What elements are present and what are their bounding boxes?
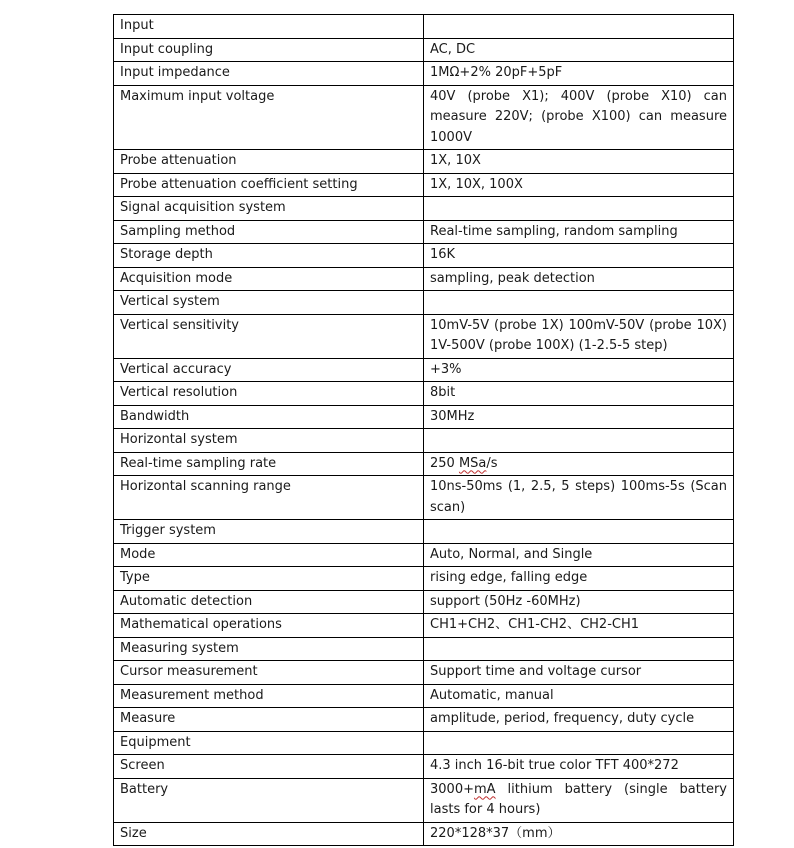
table-row (114, 405, 734, 429)
table-row (114, 244, 734, 268)
spec-label: Real-time sampling rate (114, 452, 424, 476)
spec-value: rising edge, falling edge (424, 567, 734, 591)
table-row (114, 614, 734, 638)
table-row (114, 755, 734, 779)
spec-label: Measurement method (114, 684, 424, 708)
spec-value: 8bit (424, 382, 734, 406)
spec-value: Real-time sampling, random sampling (424, 220, 734, 244)
table-row (114, 173, 734, 197)
table-row (114, 358, 734, 382)
spec-value: 40V (probe X1); 400V (probe X10) can measure 220V; (probe X100) can measure 1000V (424, 85, 734, 150)
spec-label: Equipment (114, 731, 424, 755)
table-row (114, 476, 734, 520)
spec-label: Battery (114, 778, 424, 822)
spec-value: 220*128*37（mm） (424, 822, 734, 846)
spec-label: Vertical resolution (114, 382, 424, 406)
table-row (114, 15, 734, 39)
spec-label: Size (114, 822, 424, 846)
spec-label: Trigger system (114, 520, 424, 544)
spec-value: 1MΩ+2% 20pF+5pF (424, 62, 734, 86)
spec-value: 10ns-50ms (1, 2.5, 5 steps) 100ms-5s (Scan scan) (424, 476, 734, 520)
spec-value: 16K (424, 244, 734, 268)
table-row (114, 778, 734, 822)
spec-label: Input (114, 15, 424, 39)
table-row (114, 85, 734, 150)
table-row (114, 543, 734, 567)
table-row (114, 382, 734, 406)
spec-label: Signal acquisition system (114, 197, 424, 221)
table-row (114, 684, 734, 708)
table-row (114, 661, 734, 685)
spec-value: 3000+mA lithium battery (single battery lasts for 4 hours) (424, 778, 734, 822)
spec-value: 1X, 10X, 100X (424, 173, 734, 197)
spec-label: Vertical accuracy (114, 358, 424, 382)
spec-label: Maximum input voltage (114, 85, 424, 150)
spec-value (424, 15, 734, 39)
table-row (114, 429, 734, 453)
spec-label: Cursor measurement (114, 661, 424, 685)
spec-value: 4.3 inch 16-bit true color TFT 400*272 (424, 755, 734, 779)
table-row (114, 291, 734, 315)
table-row (114, 150, 734, 174)
spec-value: AC, DC (424, 38, 734, 62)
spec-value: support (50Hz -60MHz) (424, 590, 734, 614)
table-row (114, 637, 734, 661)
spec-label: Vertical sensitivity (114, 314, 424, 358)
spec-label: Mathematical operations (114, 614, 424, 638)
table-row (114, 452, 734, 476)
spec-label: Type (114, 567, 424, 591)
spec-label: Probe attenuation (114, 150, 424, 174)
spec-label: Horizontal scanning range (114, 476, 424, 520)
table-row (114, 267, 734, 291)
spec-label: Screen (114, 755, 424, 779)
spec-value: 10mV-5V (probe 1X) 100mV-50V (probe 10X) 1V-500V (probe 100X) (1-2.5-5 step) (424, 314, 734, 358)
spec-label: Probe attenuation coefficient setting (114, 173, 424, 197)
spec-label: Input impedance (114, 62, 424, 86)
spec-label: Measuring system (114, 637, 424, 661)
table-row (114, 822, 734, 846)
spec-value: CH1+CH2、CH1-CH2、CH2-CH1 (424, 614, 734, 638)
spec-label: Input coupling (114, 38, 424, 62)
spec-value: amplitude, period, frequency, duty cycle (424, 708, 734, 732)
table-row (114, 220, 734, 244)
spellcheck-mark: MSa (458, 455, 487, 471)
spec-value: 30MHz (424, 405, 734, 429)
table-row (114, 567, 734, 591)
table-row (114, 520, 734, 544)
spec-value: sampling, peak detection (424, 267, 734, 291)
spec-label: Horizontal system (114, 429, 424, 453)
spec-label: Mode (114, 543, 424, 567)
spec-label: Storage depth (114, 244, 424, 268)
spec-value: 1X, 10X (424, 150, 734, 174)
table-row (114, 38, 734, 62)
spec-value: Auto, Normal, and Single (424, 543, 734, 567)
table-row (114, 62, 734, 86)
spec-value (424, 291, 734, 315)
table-row (114, 590, 734, 614)
spec-label: Vertical system (114, 291, 424, 315)
spec-value (424, 429, 734, 453)
spec-label: Bandwidth (114, 405, 424, 429)
spec-value (424, 520, 734, 544)
spec-label: Sampling method (114, 220, 424, 244)
spec-value: Support time and voltage cursor (424, 661, 734, 685)
spec-value: 250 MSa/s (424, 452, 734, 476)
table-row (114, 314, 734, 358)
table-row (114, 731, 734, 755)
table-row (114, 197, 734, 221)
table-row (114, 708, 734, 732)
spec-table (113, 14, 734, 846)
spec-value (424, 637, 734, 661)
spellcheck-mark: mA (473, 781, 496, 797)
spec-value (424, 731, 734, 755)
spec-value: Automatic, manual (424, 684, 734, 708)
spec-label: Acquisition mode (114, 267, 424, 291)
spec-label: Measure (114, 708, 424, 732)
spec-label: Automatic detection (114, 590, 424, 614)
spec-value: +3% (424, 358, 734, 382)
spec-value (424, 197, 734, 221)
